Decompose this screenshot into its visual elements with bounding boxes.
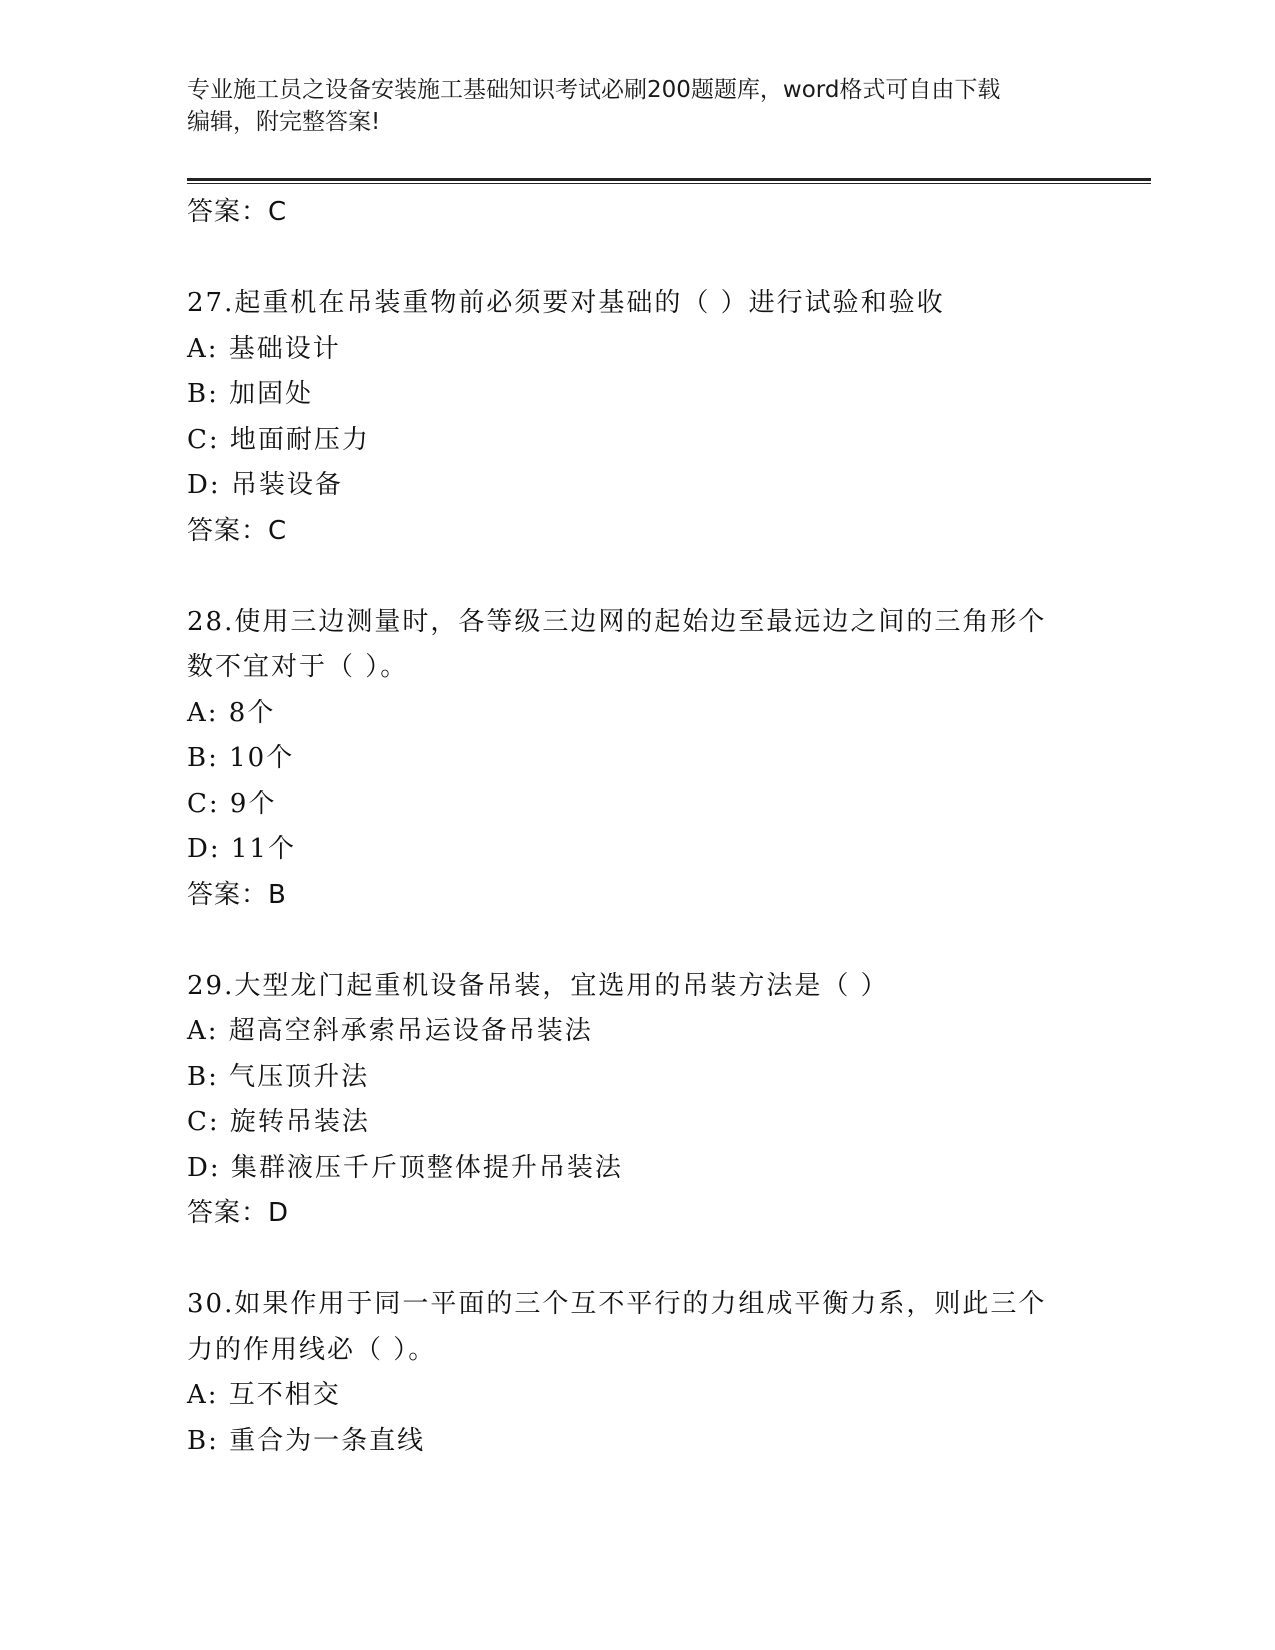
header-line-2: 编辑，附完整答案! <box>187 109 381 135</box>
option-c: C: 地面耐压力 <box>187 424 370 455</box>
answer: 答案：B <box>187 879 287 910</box>
question-27 <box>187 281 1087 554</box>
option-a: A: 互不相交 <box>187 1380 341 1410</box>
header-divider-thin <box>187 183 1151 184</box>
answer: 答案：D <box>187 1198 290 1228</box>
spacer <box>187 236 1087 282</box>
question-29 <box>187 964 1087 1237</box>
question-text-continued: 力的作用线必（ ）。 <box>187 1334 437 1365</box>
header-line-1: 专业施工员之设备安装施工基础知识考试必刷200题题库，word格式可自由下载 <box>187 77 1001 103</box>
question-text-continued: 数不宜对于（ ）。 <box>187 652 409 682</box>
option-c: C: 9个 <box>187 788 277 819</box>
document-header <box>187 74 1067 138</box>
option-d: D: 集群液压千斤顶整体提升吊装法 <box>187 1152 623 1183</box>
option-b: B: 重合为一条直线 <box>187 1425 426 1456</box>
option-d: D: 11个 <box>187 834 296 864</box>
spacer <box>187 918 1087 964</box>
previous-answer: 答案：C <box>187 197 288 227</box>
question-text: 27.起重机在吊装重物前必须要对基础的（ ）进行试验和验收 <box>187 288 945 318</box>
option-b: B: 气压顶升法 <box>187 1061 370 1092</box>
answer: 答案：C <box>187 515 288 546</box>
question-text: 29.大型龙门起重机设备吊装，宜选用的吊装方法是（ ） <box>187 970 889 1001</box>
option-a: A: 基础设计 <box>187 333 341 364</box>
header-divider-thick <box>187 178 1151 181</box>
question-28 <box>187 600 1087 919</box>
spacer <box>187 1237 1087 1283</box>
spacer <box>187 554 1087 600</box>
option-a: A: 超高空斜承索吊运设备吊装法 <box>187 1016 593 1046</box>
option-a: A: 8个 <box>187 697 276 728</box>
question-list <box>187 190 1087 1464</box>
question-text: 28.使用三边测量时，各等级三边网的起始边至最远边之间的三角形个 <box>187 606 1047 637</box>
option-c: C: 旋转吊装法 <box>187 1107 370 1137</box>
question-text: 30.如果作用于同一平面的三个互不平行的力组成平衡力系，则此三个 <box>187 1289 1047 1319</box>
option-b: B: 10个 <box>187 743 295 773</box>
option-b: B: 加固处 <box>187 379 314 409</box>
option-d: D: 吊装设备 <box>187 470 343 500</box>
question-30 <box>187 1282 1087 1464</box>
